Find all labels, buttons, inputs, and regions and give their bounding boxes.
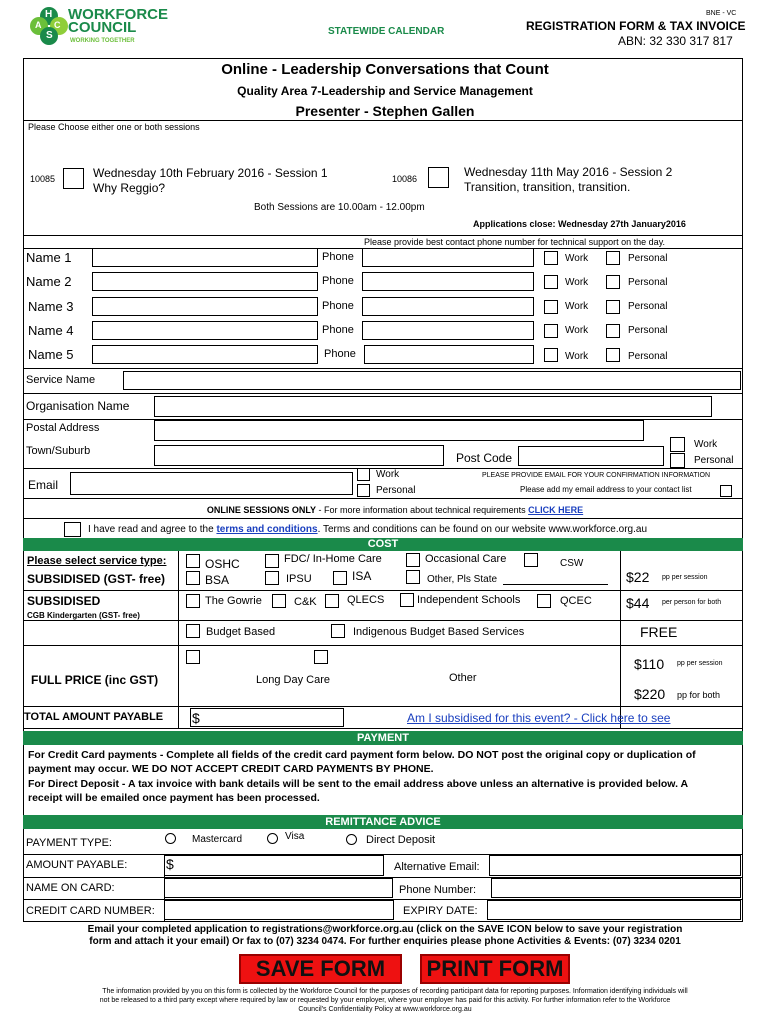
name5-input[interactable] — [92, 345, 318, 364]
tech-requirements-link[interactable]: CLICK HERE — [528, 505, 584, 515]
total-dollar: $ — [192, 710, 200, 726]
phone3-personal-label: Personal — [628, 301, 668, 312]
fdc-label: FDC/ In-Home Care — [284, 553, 382, 565]
online-prefix: ONLINE SESSIONS ONLY — [206, 505, 317, 515]
price-110: $110 — [634, 656, 665, 672]
phone3-work-checkbox[interactable] — [544, 300, 558, 314]
cgb-label: CGB Kindergarten (GST- free) — [27, 611, 140, 620]
price-44: $44 — [626, 595, 650, 611]
name-on-card-label: NAME ON CARD: — [26, 882, 115, 894]
qcec-label: QCEC — [560, 595, 592, 607]
phone4-input[interactable] — [362, 321, 534, 340]
privacy-line3: Council's Confidentiality Policy at www.workforce.org.au — [298, 1006, 472, 1013]
cost-heading: COST — [23, 538, 743, 551]
address-work-checkbox[interactable] — [670, 437, 685, 452]
postcode-input[interactable] — [518, 446, 664, 466]
phone5-label: Phone — [324, 348, 356, 360]
price-22-note: pp per session — [662, 574, 708, 581]
email-work-checkbox[interactable] — [357, 468, 370, 481]
session2-date: Wednesday 11th May 2016 - Session 2 — [464, 165, 673, 179]
qcec-checkbox[interactable] — [537, 594, 551, 608]
privacy-line1: The information provided by you on this form is collected by the Workforce Council for the purposes of recording participant data for reporting purposes. Information identifying individuals will — [102, 988, 688, 995]
select-service-label: Please select service type: — [27, 555, 167, 567]
email-instructions-2: form and attach it your email) Or fax to (07) 3234 0474. For further enquiries please phone Activities & Events: (07) 3234 0201 — [89, 936, 681, 947]
other-full-checkbox[interactable] — [314, 650, 328, 664]
indigenous-label: Indigenous Budget Based Services — [353, 626, 525, 638]
phone2-work-checkbox[interactable] — [544, 275, 558, 289]
name1-label: Name 1 — [26, 250, 72, 265]
phone3-label: Phone — [322, 300, 354, 312]
direct-deposit-radio[interactable] — [346, 834, 357, 845]
amount-payable-label: AMOUNT PAYABLE: — [26, 859, 128, 871]
name2-label: Name 2 — [26, 274, 72, 289]
name3-input[interactable] — [92, 297, 318, 316]
budget-label: Budget Based — [206, 626, 276, 638]
payment-deposit-text: For Direct Deposit - A tax invoice with bank details will be sent to the email address above unless an alternative is provided below. A receipt will be emailed once payment has been processed. — [28, 778, 688, 804]
direct-deposit-label: Direct Deposit — [366, 834, 436, 846]
phone1-work-label: Work — [565, 253, 589, 264]
phone-number-input[interactable] — [491, 878, 741, 898]
phone4-personal-checkbox[interactable] — [606, 324, 620, 338]
payment-heading: PAYMENT — [23, 731, 743, 745]
isa-label: ISA — [352, 569, 372, 583]
phone2-personal-checkbox[interactable] — [606, 275, 620, 289]
print-form-button[interactable]: PRINT FORM — [420, 954, 570, 984]
phone1-work-checkbox[interactable] — [544, 251, 558, 265]
applications-close: Applications close: Wednesday 27th January2016 — [473, 219, 686, 229]
privacy-line2: not be released to a third party except where required by law or requested by your employer, where your employer has paid for this activity. For further information refer to the Workforce — [99, 997, 671, 1004]
email-work-label: Work — [376, 469, 400, 480]
total-payable-label: TOTAL AMOUNT PAYABLE — [24, 711, 164, 723]
budget-checkbox[interactable] — [186, 624, 200, 638]
phone3-work-label: Work — [565, 301, 589, 312]
phone1-input[interactable] — [362, 248, 534, 267]
name1-input[interactable] — [92, 248, 318, 267]
service-name-input[interactable] — [123, 371, 741, 390]
credit-card-input[interactable] — [164, 900, 394, 920]
bsa-checkbox[interactable] — [186, 571, 200, 585]
expiry-label: EXPIRY DATE: — [403, 905, 478, 917]
alt-email-input[interactable] — [489, 855, 741, 876]
subsidised-gst-label: SUBSIDISED (GST- free) — [27, 572, 166, 586]
name2-input[interactable] — [92, 272, 318, 291]
terms-link[interactable]: terms and conditions — [216, 524, 318, 535]
terms-pre: I have read and agree to the — [88, 524, 217, 535]
price-220-note: pp for both — [677, 690, 721, 700]
town-label: Town/Suburb — [26, 445, 91, 457]
expiry-input[interactable] — [487, 900, 741, 920]
bne-vc: BNE - VC — [706, 10, 737, 17]
logo-line1: WORKFORCE — [68, 6, 168, 23]
organisation-label: Organisation Name — [26, 399, 130, 413]
mastercard-radio[interactable] — [165, 833, 176, 844]
longday-checkbox[interactable] — [186, 650, 200, 664]
subsidised-label: SUBSIDISED — [27, 594, 101, 608]
email-personal-checkbox[interactable] — [357, 484, 370, 497]
independent-label: Independent Schools — [417, 594, 521, 606]
organisation-input[interactable] — [154, 396, 712, 417]
mastercard-label: Mastercard — [192, 834, 243, 845]
town-input[interactable] — [154, 445, 444, 466]
amount-dollar: $ — [166, 856, 174, 872]
phone1-personal-checkbox[interactable] — [606, 251, 620, 265]
price-110-note: pp per session — [677, 660, 723, 667]
bsa-label: BSA — [205, 573, 230, 587]
phone2-input[interactable] — [362, 272, 534, 291]
registration-title: REGISTRATION FORM & TAX INVOICE — [526, 19, 746, 33]
session1-date: Wednesday 10th February 2016 - Session 1 — [93, 166, 328, 180]
visa-radio[interactable] — [267, 833, 278, 844]
session2-checkbox[interactable] — [428, 167, 449, 188]
email-input[interactable] — [70, 472, 353, 495]
postal-address-input[interactable] — [154, 420, 644, 441]
postcode-label: Post Code — [456, 451, 513, 465]
price-220: $220 — [634, 686, 666, 702]
phone4-work-checkbox[interactable] — [544, 324, 558, 338]
contact-list-checkbox[interactable] — [720, 485, 732, 497]
full-price-label: FULL PRICE (inc GST) — [31, 673, 159, 687]
ck-label: C&K — [294, 596, 317, 608]
online-text: - For more information about technical requirements — [316, 505, 529, 515]
logo-letter-s: S — [46, 30, 53, 41]
online-sessions-line — [0, 505, 770, 515]
choose-sessions: Please Choose either one or both sessions — [28, 122, 200, 132]
postal-address-label: Postal Address — [26, 422, 100, 434]
phone5-personal-checkbox[interactable] — [606, 348, 620, 362]
abn: ABN: 32 330 317 817 — [618, 34, 733, 48]
other-full-label: Other — [449, 672, 477, 684]
statewide-calendar: STATEWIDE CALENDAR — [328, 26, 445, 37]
phone4-label: Phone — [322, 324, 354, 336]
ipsu-checkbox[interactable] — [265, 571, 279, 585]
session2-code: 10086 — [392, 174, 418, 184]
payment-credit-text: For Credit Card payments - Complete all fields of the credit card payment form below. DO NOT post the original copy or duplication of payment may occur. WE DO NOT ACCEPT CREDIT CARD PAYMENTS BY PHONE. — [28, 749, 696, 775]
logo-letter-h: H — [45, 9, 53, 20]
phone5-work-checkbox[interactable] — [544, 348, 558, 362]
independent-checkbox[interactable] — [400, 593, 414, 607]
payment-type-label: PAYMENT TYPE: — [26, 837, 112, 849]
occasional-checkbox[interactable] — [406, 553, 420, 567]
logo-letter-c: C — [54, 20, 61, 30]
phone5-work-label: Work — [565, 351, 589, 362]
phone1-label: Phone — [322, 251, 354, 263]
phone2-label: Phone — [322, 275, 354, 287]
csw-label: CSW — [560, 558, 584, 569]
alt-email-label: Alternative Email: — [394, 861, 480, 873]
session1-code: 10085 — [30, 174, 56, 184]
other-state-checkbox[interactable] — [406, 570, 420, 584]
indigenous-checkbox[interactable] — [331, 624, 345, 638]
phone-number-label: Phone Number: — [399, 884, 477, 896]
isa-checkbox[interactable] — [333, 571, 347, 585]
address-work-label: Work — [694, 439, 718, 450]
ipsu-label: IPSU — [286, 573, 312, 585]
terms-checkbox[interactable] — [64, 522, 81, 537]
phone5-personal-label: Personal — [628, 351, 668, 362]
csw-checkbox[interactable] — [524, 553, 538, 567]
event-title: Online - Leadership Conversations that Count — [221, 61, 549, 78]
qlecs-label: QLECS — [347, 594, 385, 606]
price-free: FREE — [640, 624, 678, 640]
total-payable-input[interactable] — [190, 708, 344, 727]
amount-payable-input[interactable] — [164, 855, 384, 876]
phone3-personal-checkbox[interactable] — [606, 300, 620, 314]
logo-line2: COUNCIL — [68, 19, 137, 36]
price-22: $22 — [626, 569, 650, 585]
name4-label: Name 4 — [28, 323, 74, 338]
service-name-label: Service Name — [26, 374, 96, 386]
email-instructions-1: Email your completed application to registrations@workforce.org.au (click on the SAVE ICON below to save your registration — [87, 924, 683, 935]
subsidised-info-link[interactable]: Am I subsidised for this event? - Click here to see — [407, 711, 671, 725]
address-personal-checkbox[interactable] — [670, 453, 685, 468]
phone3-input[interactable] — [362, 297, 534, 316]
qlecs-checkbox[interactable] — [325, 594, 339, 608]
name-on-card-input[interactable] — [164, 878, 393, 898]
ck-checkbox[interactable] — [272, 594, 286, 608]
presenter: Presenter - Stephen Gallen — [295, 103, 475, 119]
gowrie-label: The Gowrie — [205, 595, 262, 607]
terms-line — [88, 524, 647, 535]
logo-letter-a: A — [35, 20, 42, 30]
email-personal-label: Personal — [376, 485, 416, 496]
phone1-personal-label: Personal — [628, 253, 668, 264]
credit-card-label: CREDIT CARD NUMBER: — [26, 905, 155, 917]
visa-label: Visa — [285, 831, 305, 842]
email-label: Email — [28, 478, 59, 492]
logo — [30, 6, 168, 50]
occasional-label: Occasional Care — [425, 553, 507, 565]
phone2-work-label: Work — [565, 277, 589, 288]
event-subtitle: Quality Area 7-Leadership and Service Management — [237, 84, 533, 98]
phone5-input[interactable] — [364, 345, 534, 364]
phone4-work-label: Work — [565, 325, 589, 336]
logo-tagline: WORKING TOGETHER — [70, 38, 135, 44]
remittance-heading: REMITTANCE ADVICE — [23, 815, 743, 829]
oshc-label: OSHC — [205, 557, 240, 571]
email-note: PLEASE PROVIDE EMAIL FOR YOUR CONFIRMATION INFORMATION — [482, 472, 711, 479]
oshc-checkbox[interactable] — [186, 554, 200, 568]
address-personal-label: Personal — [694, 455, 734, 466]
price-44-note: per person for both — [662, 599, 722, 606]
name5-label: Name 5 — [28, 347, 74, 362]
contact-note: Please add my email address to your contact list — [520, 485, 692, 494]
save-form-button[interactable]: SAVE FORM — [239, 954, 402, 984]
other-state-label: Other, Pls State — [427, 574, 498, 585]
session2-topic: Transition, transition, transition. — [464, 180, 631, 194]
phone4-personal-label: Personal — [628, 325, 668, 336]
fdc-checkbox[interactable] — [265, 554, 279, 568]
name4-input[interactable] — [92, 321, 318, 340]
session1-checkbox[interactable] — [63, 168, 84, 189]
session-times: Both Sessions are 10.00am - 12.00pm — [254, 202, 425, 213]
longday-label: Long Day Care — [256, 674, 330, 686]
gowrie-checkbox[interactable] — [186, 594, 200, 608]
session1-topic: Why Reggio? — [93, 181, 166, 195]
phone2-personal-label: Personal — [628, 277, 668, 288]
name3-label: Name 3 — [28, 299, 74, 314]
terms-post: . Terms and conditions can be found on our website www.workforce.org.au — [317, 524, 648, 535]
phone-note: Please provide best contact phone number for technical support on the day. — [364, 237, 666, 247]
